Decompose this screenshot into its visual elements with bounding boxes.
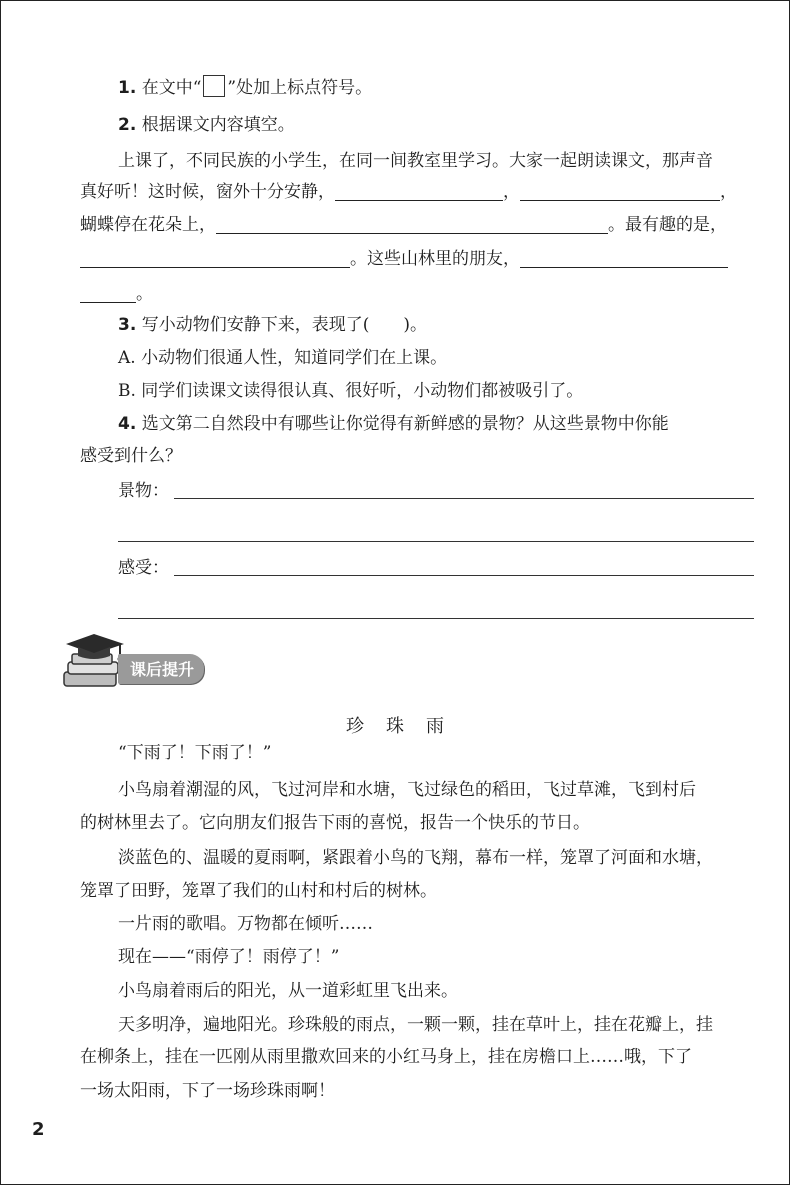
- fill-blank-1[interactable]: [335, 182, 503, 201]
- question-4: [118, 413, 669, 435]
- answer-line-4[interactable]: [118, 618, 754, 619]
- para-line-1: 上课了，不同民族的小学生，在同一间教室里学习。大家一起朗读课文，那声音: [118, 151, 713, 171]
- story-para-2-line-2: 的树林里去了。它向朋友们报告下雨的喜悦，报告一个快乐的节日。: [80, 813, 590, 833]
- question-4-number: 4.: [118, 414, 137, 434]
- question-3-number: 3.: [118, 315, 137, 335]
- para-line-3-text: 蝴蝶停在花朵上，: [80, 215, 216, 235]
- para-line-5: [80, 283, 153, 305]
- para-line-3: [80, 214, 727, 236]
- answer-line-1[interactable]: [174, 498, 754, 499]
- question-1-number: 1.: [118, 78, 137, 98]
- para-line-2-comma-2: ，: [720, 182, 737, 202]
- answer-line-2[interactable]: [118, 541, 754, 542]
- question-1-after: ”处加上标点符号。: [227, 78, 373, 98]
- story-para-7-line-2: 在柳条上，挂在一匹刚从雨里撒欢回来的小红马身上，挂在房檐口上……哦，下了: [80, 1047, 692, 1067]
- page-number: 2: [32, 1119, 45, 1140]
- fill-blank-2[interactable]: [520, 182, 720, 201]
- para-line-2-text: 真好听！这时候，窗外十分安静，: [80, 182, 335, 202]
- question-1: [118, 75, 372, 99]
- question-2: [118, 114, 295, 136]
- story-para-3-line-2: 笼罩了田野，笼罩了我们的山村和村后的树林。: [80, 881, 437, 901]
- story-para-7-line-3: 一场太阳雨，下了一场珍珠雨啊！: [80, 1081, 335, 1101]
- para-line-3-tail: 。最有趣的是，: [608, 215, 727, 235]
- fill-blank-3[interactable]: [216, 215, 608, 234]
- section-title: 课后提升: [118, 654, 204, 684]
- fill-blank-6[interactable]: [80, 284, 136, 303]
- story-para-6: 小鸟扇着雨后的阳光，从一道彩虹里飞出来。: [118, 981, 458, 1001]
- option-a[interactable]: A. 小动物们很通人性，知道同学们在上课。: [118, 348, 448, 368]
- question-1-before: 在文中“: [141, 78, 202, 98]
- story-para-3-line-1: 淡蓝色的、温暖的夏雨啊，紧跟着小鸟的飞翔，幕布一样，笼罩了河面和水塘，: [118, 848, 713, 868]
- story-title: 珍珠雨: [346, 716, 466, 737]
- story-para-1: “下雨了！下雨了！”: [118, 743, 272, 763]
- para-line-2-comma-1: ，: [503, 182, 520, 202]
- option-b[interactable]: B. 同学们读课文读得很认真、很好听，小动物们都被吸引了。: [118, 381, 584, 401]
- question-2-text: 根据课文内容填空。: [141, 115, 295, 135]
- answer-line-3[interactable]: [174, 575, 754, 576]
- question-4-text: 选文第二自然段中有哪些让你觉得有新鲜感的景物？从这些景物中你能: [141, 414, 669, 434]
- story-para-2-line-1: 小鸟扇着潮湿的风，飞过河岸和水塘，飞过绿色的稻田，飞过草滩，飞到村后: [118, 780, 696, 800]
- para-line-4-text: 。这些山林里的朋友，: [350, 249, 520, 269]
- fill-blank-5[interactable]: [520, 249, 728, 268]
- para-line-4: [80, 248, 728, 270]
- question-4-line-2: 感受到什么？: [80, 446, 182, 466]
- story-para-4: 一片雨的歌唱。万物都在倾听……: [118, 914, 373, 934]
- question-3: [118, 314, 427, 336]
- story-para-5: 现在——“雨停了！雨停了！”: [118, 947, 340, 967]
- answer-box[interactable]: [203, 75, 225, 97]
- story-para-7-line-1: 天多明净，遍地阳光。珍珠般的雨点，一颗一颗，挂在草叶上，挂在花瓣上，挂: [118, 1015, 713, 1035]
- label-scenery: 景物：: [118, 481, 169, 501]
- section-header: [62, 632, 232, 692]
- para-line-5-text: 。: [136, 284, 153, 304]
- para-line-2: [80, 181, 737, 203]
- question-3-text: 写小动物们安静下来，表现了( )。: [141, 315, 427, 335]
- fill-blank-4[interactable]: [80, 249, 350, 268]
- question-2-number: 2.: [118, 115, 137, 135]
- label-feeling: 感受：: [118, 558, 169, 578]
